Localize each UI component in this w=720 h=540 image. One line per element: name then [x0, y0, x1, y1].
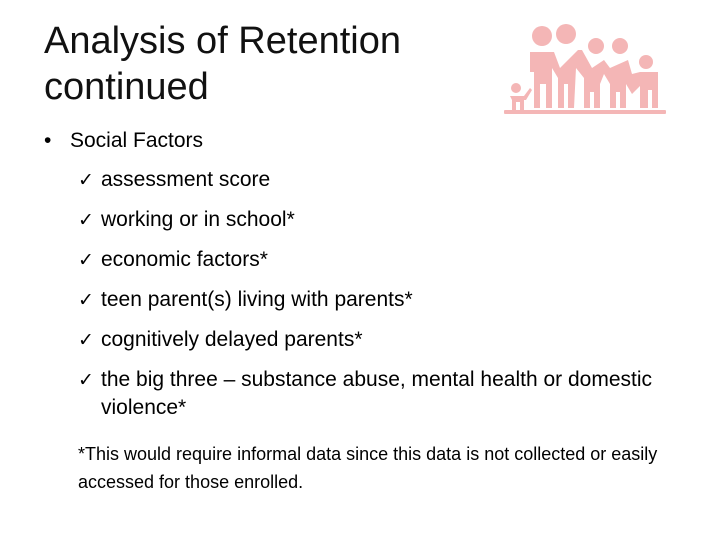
- check-item: [78, 166, 678, 194]
- check-item-text: economic factors*: [101, 248, 268, 271]
- check-item: [78, 326, 678, 354]
- family-people-icon: [500, 22, 670, 116]
- checkmark-icon: ✓: [78, 329, 94, 351]
- checkmark-icon: ✓: [78, 209, 94, 231]
- check-item-text: teen parent(s) living with parents*: [101, 288, 413, 311]
- check-item-text: working or in school*: [101, 208, 295, 231]
- checkmark-icon: ✓: [78, 369, 94, 391]
- checkmark-icon: ✓: [78, 289, 94, 311]
- footnote: *This would require informal data since this data is not collected or easily accessed for those enrolled.: [78, 444, 658, 492]
- slide-title: Analysis of Retention continued: [44, 20, 401, 108]
- check-item: [78, 206, 678, 234]
- check-item: [78, 246, 678, 274]
- check-item: [78, 286, 678, 314]
- check-item: [78, 366, 678, 422]
- bullet-dot: •: [44, 129, 52, 152]
- check-item-text: assessment score: [101, 168, 271, 191]
- check-item-text: cognitively delayed parents*: [101, 328, 363, 351]
- checkmark-icon: ✓: [78, 169, 94, 191]
- bullet-social-factors: [44, 127, 203, 155]
- checkmark-icon: ✓: [78, 249, 94, 271]
- checklist: [78, 166, 678, 434]
- check-item-text: the big three – substance abuse, mental health or domestic violence*: [101, 368, 653, 419]
- bullet-label: Social Factors: [70, 129, 204, 152]
